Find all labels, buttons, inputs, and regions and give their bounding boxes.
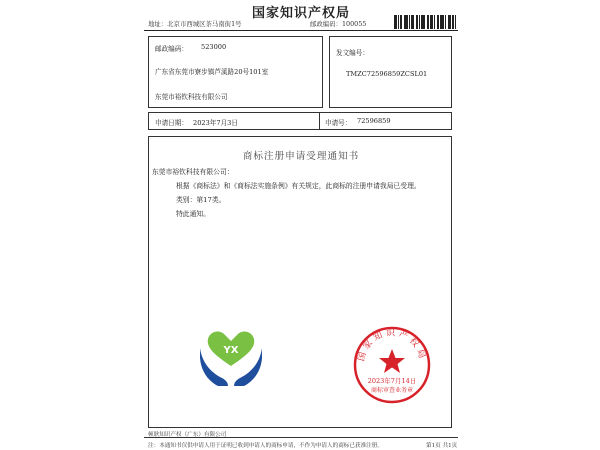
recipient-company: 东莞市裕钦科技有限公司 (155, 93, 228, 101)
notice-addressee: 东莞市裕钦科技有限公司： (152, 168, 234, 176)
application-date-value: 2023年7月3日 (193, 119, 238, 127)
application-date-label: 申请日期： (155, 119, 188, 127)
issue-number-box (329, 36, 452, 108)
recipient-postcode-value: 523000 (201, 43, 227, 51)
issue-number-value: TMZC72596859ZCSL01 (346, 70, 428, 78)
header-divider (144, 30, 458, 31)
recipient-address: 广东省东莞市寮步镇芦溪路20号101室 (155, 68, 269, 76)
notice-class: 类别：第17类。 (176, 196, 226, 204)
footer-note: 注：本通知书仅供申请人用于证明已收到申请人的商标申请，不作为申请人的商标已获准注册。 (148, 443, 383, 449)
recipient-box (148, 36, 323, 108)
notice-body: 根据《商标法》和《商标法实施条例》有关规定，此商标的注册申请我局已受理。 (176, 182, 421, 190)
footer-divider (144, 437, 458, 438)
seal-bottom-text: 商标审查业务章 (370, 387, 414, 394)
recipient-postcode-label: 邮政编码： (155, 45, 188, 53)
seal-date-text: 2023年7月14日 (367, 377, 417, 385)
logo-text: YX (223, 345, 239, 356)
footer-office: 顿耿知识产权（广东）有限公司 (148, 432, 227, 438)
seal-star-icon (379, 349, 405, 373)
seal-top-text: 国家知识产权局 (356, 328, 428, 363)
application-number-value: 72596859 (357, 117, 391, 125)
official-seal (352, 325, 432, 405)
application-box-divider (319, 113, 320, 129)
notice-closing: 特此通知。 (176, 210, 210, 218)
agency-title: 国家知识产权局 (251, 6, 350, 21)
issue-number-label: 发文编号： (336, 49, 369, 57)
agency-postcode: 邮政编码：100055 (310, 20, 367, 28)
application-info-box (148, 112, 452, 130)
application-number-label: 申请号： (325, 119, 352, 127)
agency-address: 地址：北京市西城区茶马南街1号 (148, 20, 242, 28)
yx-logo (196, 326, 266, 388)
notice-document (144, 0, 458, 450)
notice-title: 商标注册申请受理通知书 (242, 151, 360, 162)
footer-page: 第1页 共1页 (426, 443, 458, 449)
barcode (394, 15, 458, 29)
